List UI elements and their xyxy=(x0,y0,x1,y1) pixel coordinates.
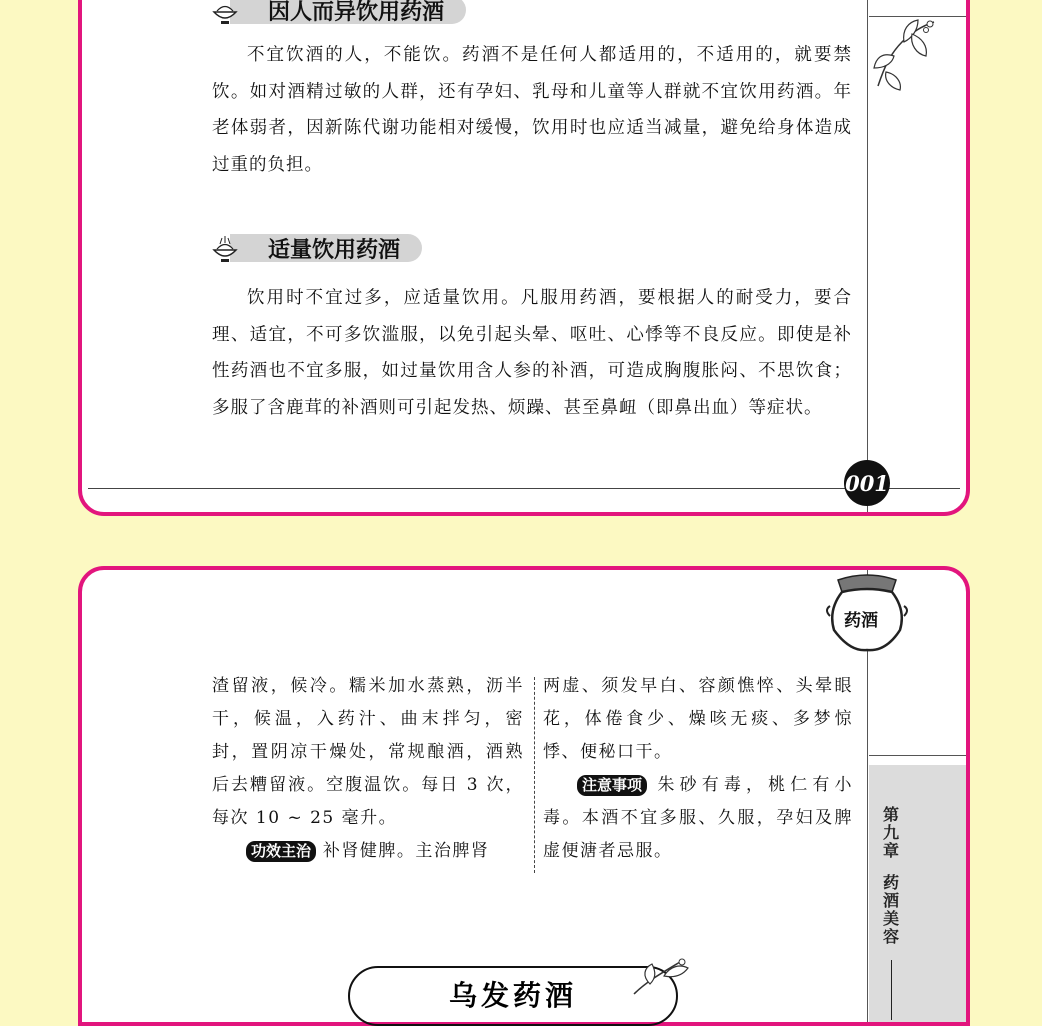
recipe-title-box xyxy=(348,966,678,1026)
book-page-next xyxy=(78,566,970,1026)
wine-jar-illustration xyxy=(820,570,914,654)
sidebar-rule xyxy=(869,755,966,756)
recipe-right-column xyxy=(543,670,853,868)
herb-plant-illustration xyxy=(868,12,940,92)
paragraph-moderate-drinking: 饮用时不宜过多，应适量饮用。凡服用药酒，要根据人的耐受力，要合理、适宜，不可多饮滥服，以免引起头晕、呕吐、心悸等不良反应。即使是补性药酒也不宜多服，如过量饮用含人参的补酒，可造成胸腹胀闷、不思饮食；多服了含鹿茸的补酒则可引起发热、烦躁、甚至鼻衄（即鼻出血）等症状。 xyxy=(212,288,852,418)
effect-tag: 功效主治 xyxy=(246,841,316,862)
herb-decoration-illustration xyxy=(630,956,694,996)
effect-text: 补肾健脾。主治脾肾 xyxy=(322,841,490,861)
herb-bowl-icon xyxy=(212,232,238,264)
section-title: 因人而异饮用药酒 xyxy=(230,0,466,24)
method-text: 渣留液，候冷。糯米加水蒸熟，沥半干，候温，入药汁、曲末拌匀，密封，置阴凉干燥处，常规酿酒，酒熟后去糟留液。空腹温饮。每日 3 次，每次 10 ~ 25 毫升。 xyxy=(212,676,524,828)
chapter-label xyxy=(880,806,902,946)
herb-bowl-icon xyxy=(212,0,238,26)
section-header-moderate-drinking xyxy=(212,234,422,262)
chapter-title: 药酒美容 xyxy=(882,873,899,946)
caution-text: 朱砂有毒，桃仁有小毒。本酒不宜多服、久服，孕妇及脾虚便溏者忌服。 xyxy=(543,775,854,861)
recipe-title: 乌发药酒 xyxy=(448,979,577,1012)
effect-paragraph xyxy=(212,835,524,868)
jar-label: 药酒 xyxy=(844,611,878,631)
chapter-number: 第九章 xyxy=(882,805,899,860)
section-title: 适量饮用药酒 xyxy=(230,234,422,262)
book-page-001 xyxy=(78,0,970,516)
page-number: 001 xyxy=(844,460,890,506)
caution-tag: 注意事项 xyxy=(577,775,647,796)
recipe-left-column xyxy=(212,670,524,868)
column-divider xyxy=(534,677,535,873)
sidebar-top-rule xyxy=(869,16,966,17)
effect-continued-text: 两虚、须发早白、容颜憔悴、头晕眼花，体倦食少、燥咳无痰、多梦惊悸、便秘口干。 xyxy=(543,676,853,762)
paragraph-dosage-by-person: 不宜饮酒的人，不能饮。药酒不是任何人都适用的，不适用的，就要禁饮。如对酒精过敏的人群，还有孕妇、乳母和儿童等人群就不宜饮用药酒。年老体弱者，因新陈代谢功能相对缓慢，饮用时也应适当减量，避免给身体造成过重的负担。 xyxy=(212,45,852,175)
section-header-dosage-by-person xyxy=(212,0,466,24)
footer-rule xyxy=(88,488,960,489)
chapter-rule xyxy=(891,960,892,1020)
caution-paragraph xyxy=(543,769,853,868)
